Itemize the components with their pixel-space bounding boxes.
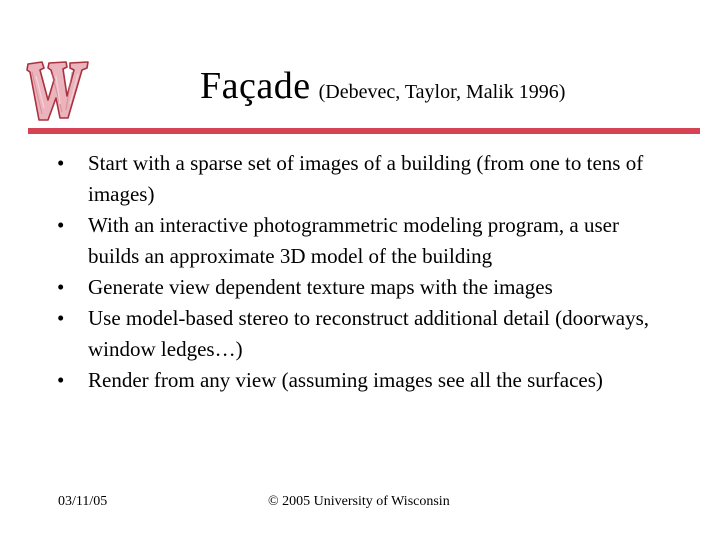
university-w-logo-icon [22, 54, 96, 126]
bullet-text: Use model-based stereo to reconstruct additional detail (doorways, window ledges…) [88, 306, 649, 361]
bullet-text: With an interactive photogrammetric modeling program, a user builds an approximate 3D model of the building [88, 213, 619, 268]
bullet-text: Generate view dependent texture maps with the images [88, 275, 553, 299]
bullet-dot: • [57, 213, 65, 237]
title-citation: (Debevec, Taylor, Malik 1996) [318, 81, 566, 103]
bullet-dot: • [57, 275, 65, 299]
title-main: Façade [200, 65, 311, 107]
bullet-text: Start with a sparse set of images of a building (from one to tens of images) [88, 151, 644, 206]
bullet-list [55, 148, 675, 396]
footer-copyright: © 2005 University of Wisconsin [268, 494, 450, 509]
bullet-item [55, 272, 675, 303]
bullet-item [55, 148, 675, 210]
slide-title [200, 64, 565, 108]
title-divider [28, 128, 700, 134]
bullet-text: Render from any view (assuming images see all the surfaces) [88, 368, 603, 392]
bullet-dot: • [57, 368, 65, 392]
bullet-item [55, 303, 675, 365]
footer-date: 03/11/05 [58, 494, 108, 509]
bullet-item [55, 365, 675, 396]
bullet-dot: • [57, 151, 65, 175]
bullet-item [55, 210, 675, 272]
bullet-dot: • [57, 306, 65, 330]
